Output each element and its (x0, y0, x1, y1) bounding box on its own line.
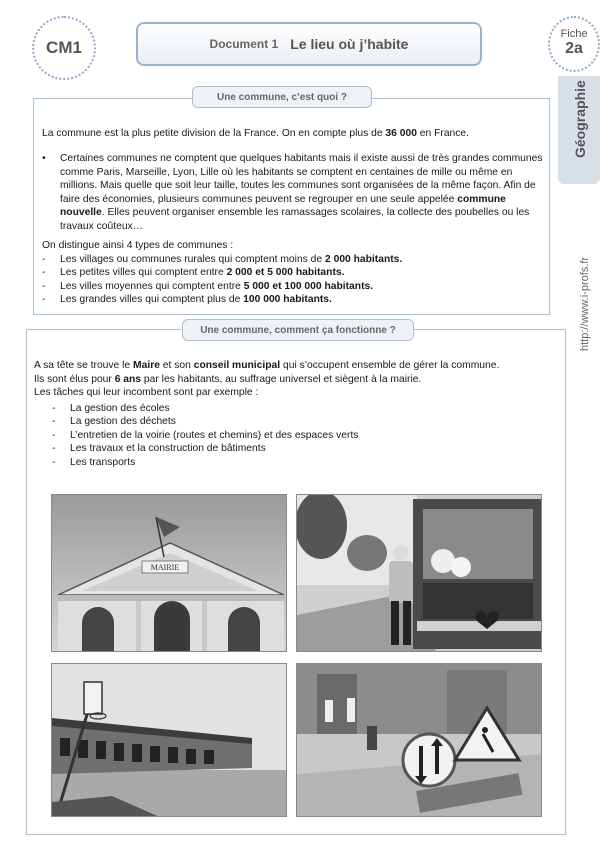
type-item: - Les villages ou communes rurales qui comptent moins de 2 000 habitants. (42, 253, 542, 267)
photo-school (51, 663, 287, 817)
bullet-dot: • (42, 153, 46, 164)
subject-label: Géographie (572, 80, 588, 158)
fiche-badge (548, 16, 600, 72)
tasks-intro: Les tâches qui leur incombent sont par exemple : (34, 387, 259, 398)
election-paragraph: Ils sont élus pour 6 ans par les habitants, au suffrage universel et siègent à la mairie. (34, 373, 422, 385)
task-item: - L’entretien de la voirie (routes et chemins) et des espaces verts (52, 429, 554, 443)
class-badge-label: CM1 (46, 38, 82, 57)
task-item: - Les transports (52, 456, 554, 470)
document-label: Document 1 (209, 37, 279, 51)
photo-town-hall (51, 494, 287, 652)
bullet-text-end: . Elles peuvent organiser ensemble les ramassages scolaires, la collecte des poubelles ou les travaux coûteux… (60, 207, 530, 232)
mairie-sign: MAIRIE (150, 563, 180, 572)
section1-heading: Une commune, c’est quoi ? (192, 86, 372, 108)
types-list (42, 253, 542, 307)
section2-heading: Une commune, comment ça fonctionne ? (182, 319, 414, 341)
type-item: - Les grandes villes qui comptent plus de 100 000 habitants. (42, 293, 542, 307)
bullet-text: Certaines communes ne comptent que quelques habitants mais il existe aussi de très grandes communes comme Paris, Marseille, Lyon, Lille où les habitants se comptent en centaines de mille ou même en millions. Mais quelle que soit leur taille, toutes les communes sont organisées de la même façon. Afin de faire des économies, plusieurs communes peuvent se regrouper en une seule appelée (60, 153, 543, 205)
photo-roadworks (296, 663, 542, 817)
task-item: - Les travaux et la construction de bâtiments (52, 442, 554, 456)
types-intro: On distingue ainsi 4 types de communes : (42, 240, 234, 251)
type-item: - Les villes moyennes qui comptent entre 5 000 et 100 000 habitants. (42, 280, 542, 294)
document-title-box (136, 22, 482, 66)
town-hall-illustration (52, 495, 287, 652)
school-illustration (52, 664, 287, 817)
task-item: - La gestion des écoles (52, 402, 554, 416)
task-item: - La gestion des déchets (52, 415, 554, 429)
intro-text: La commune est la plus petite division de la France. On en compte plus de (42, 128, 386, 139)
section1-intro (42, 127, 542, 141)
intro-text-end: en France. (416, 128, 470, 139)
section2-text (34, 359, 554, 469)
class-badge (32, 16, 96, 80)
intro-count: 36 000 (385, 128, 417, 139)
section1-bullet (42, 152, 544, 233)
fiche-label: Fiche (560, 28, 588, 40)
commune-types (42, 239, 542, 307)
type-item: - Les petites villes qui comptent entre 2 000 et 5 000 habitants. (42, 266, 542, 280)
website-url: http://www.i-profs.fr (579, 256, 591, 351)
roadworks-illustration (297, 664, 542, 817)
photo-garbage-collection (296, 494, 542, 652)
tasks-list (52, 402, 554, 470)
fiche-number: 2a (565, 40, 583, 57)
garbage-truck-illustration (297, 495, 542, 652)
bullet-bold: commune nouvelle (60, 193, 506, 218)
mayor-paragraph: A sa tête se trouve le Maire et son conseil municipal qui s’occupent ensemble de gérer la commune. (34, 360, 500, 371)
document-title: Le lieu où j’habite (290, 36, 409, 52)
